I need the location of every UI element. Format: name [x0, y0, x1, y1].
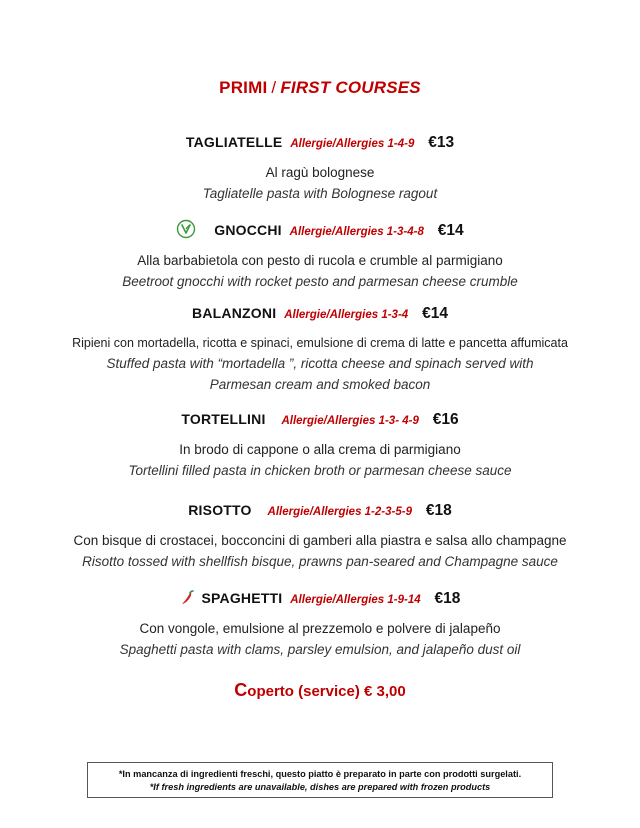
dish-allergies: Allergie/Allergies 1-4-9	[290, 138, 415, 150]
dish-allergies: Allergie/Allergies 1-3- 4-9	[281, 415, 419, 427]
dish-header	[0, 134, 640, 152]
section-title-en: FIRST COURSES	[280, 78, 421, 97]
dish-description-en: Tortellini filled pasta in chicken broth or parmesan cheese sauce	[128, 463, 512, 478]
notice-line-en: *If fresh ingredients are unavailable, dishes are prepared with frozen products	[149, 782, 491, 792]
vegetarian-icon	[176, 219, 196, 242]
dish-price: €14	[437, 222, 464, 239]
dish-name: TAGLIATELLE	[185, 134, 283, 150]
dish-name: RISOTTO	[188, 502, 252, 518]
dish-header	[0, 590, 640, 609]
notice-line-it: *In mancanza di ingredienti freschi, questo piatto è preparato in parte con prodotti surgelati.	[118, 769, 522, 779]
dish-header	[0, 502, 640, 520]
dish-description-it: Ripieni con mortadella, ricotta e spinaci, emulsione di crema di latte e pancetta affumicata	[72, 336, 568, 350]
dish-description-it: Alla barbabietola con pesto di rucola e crumble al parmigiano	[137, 253, 503, 268]
coperto-service-charge	[0, 680, 640, 701]
dish-description-en-line-1: Stuffed pasta with “mortadella ”, ricotta cheese and spinach served with	[106, 356, 534, 371]
section-title-it: PRIMI	[219, 78, 268, 97]
dish-name: GNOCCHI	[214, 222, 282, 238]
dish-header	[0, 305, 640, 323]
chili-pepper-icon	[180, 590, 194, 609]
dish-gnocchi	[0, 219, 640, 292]
dish-allergies: Allergie/Allergies 1-3-4	[284, 309, 409, 321]
dish-description-en: Tagliatelle pasta with Bolognese ragout	[202, 186, 438, 201]
dish-description-it: Con vongole, emulsione al prezzemolo e polvere di jalapeño	[139, 621, 501, 636]
dish-balanzoni	[0, 305, 640, 395]
dish-price: €18	[434, 590, 461, 607]
dish-spaghetti	[0, 590, 640, 660]
dish-header	[0, 411, 640, 429]
dish-header	[0, 219, 640, 242]
section-title	[0, 78, 640, 98]
frozen-products-notice	[87, 762, 553, 798]
coperto-text: operto (service) € 3,00	[247, 683, 406, 700]
dish-allergies: Allergie/Allergies 1-9-14	[290, 594, 421, 606]
section-title-separator: /	[271, 78, 277, 97]
dish-price: €16	[432, 411, 459, 428]
dish-description-it: Con bisque di crostacei, bocconcini di gamberi alla piastra e salsa allo champagne	[73, 533, 567, 548]
dish-description-en-line-2: Parmesan cream and smoked bacon	[209, 377, 431, 392]
dish-description-en: Risotto tossed with shellfish bisque, prawns pan-seared and Champagne sauce	[82, 554, 558, 569]
dish-description-it: Al ragù bolognese	[265, 165, 375, 180]
dish-name: SPAGHETTI	[201, 590, 283, 606]
dish-price: €18	[425, 502, 452, 519]
dish-risotto	[0, 502, 640, 572]
dish-description-it: In brodo di cappone o alla crema di parmigiano	[179, 442, 461, 457]
dish-price: €13	[428, 134, 455, 151]
dish-allergies: Allergie/Allergies 1-2-3-5-9	[267, 506, 412, 518]
dish-tortellini	[0, 411, 640, 481]
dish-name: BALANZONI	[192, 305, 277, 321]
dish-price: €14	[422, 305, 448, 322]
dish-name: TORTELLINI	[181, 411, 266, 427]
coperto-initial: C	[234, 680, 248, 700]
dish-tagliatelle	[0, 134, 640, 204]
dish-description-en: Spaghetti pasta with clams, parsley emulsion, and jalapeño dust oil	[119, 642, 521, 657]
dish-allergies: Allergie/Allergies 1-3-4-8	[289, 226, 424, 238]
dish-description-en: Beetroot gnocchi with rocket pesto and parmesan cheese crumble	[122, 274, 518, 289]
